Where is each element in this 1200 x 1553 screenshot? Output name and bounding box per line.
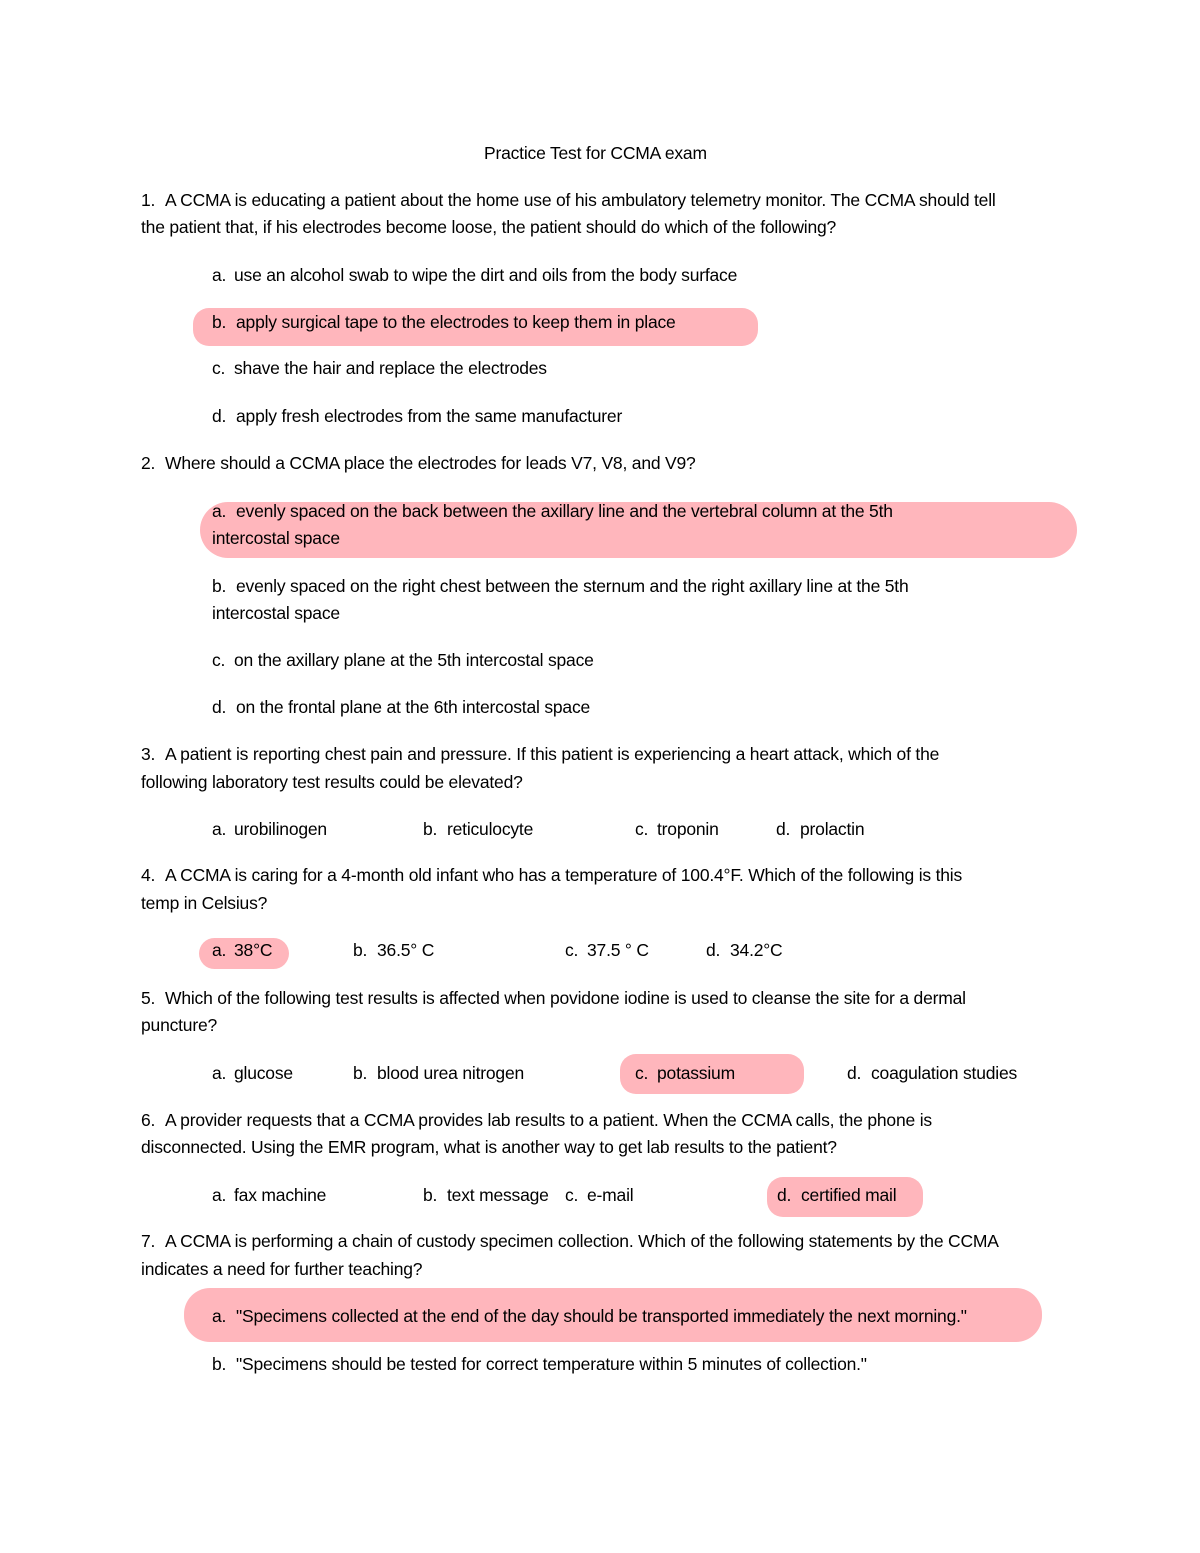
option-text: e-mail	[587, 1185, 634, 1205]
option-text: 38°C	[234, 940, 273, 960]
option-text: on the axillary plane at the 5th intercostal space	[234, 650, 594, 670]
question-text-line: A CCMA is caring for a 4-month old infant who has a temperature of 100.4°F. Which of the following is this	[165, 865, 963, 885]
page-title: Practice Test for CCMA exam	[484, 143, 707, 163]
option-text: evenly spaced on the right chest between the sternum and the right axillary line at the 5th	[236, 576, 909, 596]
option-letter: c.	[635, 819, 649, 839]
option-text: potassium	[657, 1063, 735, 1083]
question-text-line: puncture?	[141, 1015, 218, 1035]
option-letter: b.	[212, 1354, 227, 1374]
question-number: 7.	[141, 1231, 156, 1251]
question-number: 1.	[141, 190, 156, 210]
option-letter: d.	[847, 1063, 862, 1083]
option-letter: b.	[212, 312, 227, 332]
question-number: 6.	[141, 1110, 156, 1130]
question-number: 4.	[141, 865, 156, 885]
option-letter: c.	[212, 650, 226, 670]
option-letter: a.	[212, 501, 227, 521]
option-letter: a.	[212, 1185, 227, 1205]
question-number: 2.	[141, 453, 156, 473]
option-text: blood urea nitrogen	[377, 1063, 525, 1083]
question-text-line: A patient is reporting chest pain and pressure. If this patient is experiencing a heart attack, which of the	[165, 744, 940, 764]
option-letter: c.	[212, 358, 226, 378]
question-text-line: temp in Celsius?	[141, 893, 268, 913]
question-text-line: A CCMA is educating a patient about the home use of his ambulatory telemetry monitor. The CCMA should tell	[165, 190, 996, 210]
option-letter: a.	[212, 940, 227, 960]
option-text: coagulation studies	[871, 1063, 1018, 1083]
option-text: certified mail	[801, 1185, 897, 1205]
question-number: 5.	[141, 988, 156, 1008]
option-text: intercostal space	[212, 528, 340, 548]
option-text: reticulocyte	[447, 819, 534, 839]
question-text-line: A provider requests that a CCMA provides lab results to a patient. When the CCMA calls, the phone is	[165, 1110, 932, 1130]
option-text: apply surgical tape to the electrodes to keep them in place	[236, 312, 676, 332]
option-text: prolactin	[800, 819, 865, 839]
option-text: shave the hair and replace the electrodes	[234, 358, 547, 378]
option-letter: d.	[212, 406, 227, 426]
option-text: glucose	[234, 1063, 293, 1083]
option-text: on the frontal plane at the 6th intercostal space	[236, 697, 591, 717]
option-letter: b.	[423, 819, 438, 839]
option-letter: b.	[353, 1063, 368, 1083]
option-letter: b.	[353, 940, 368, 960]
option-text: 37.5 ° C	[587, 940, 649, 960]
question-number: 3.	[141, 744, 156, 764]
question-text-line: Which of the following test results is affected when povidone iodine is used to cleanse the site for a dermal	[165, 988, 966, 1008]
option-letter: c.	[635, 1063, 649, 1083]
option-text: evenly spaced on the back between the axillary line and the vertebral column at the 5th	[236, 501, 893, 521]
option-text: "Specimens should be tested for correct temperature within 5 minutes of collection."	[236, 1354, 867, 1374]
option-text: 34.2°C	[730, 940, 783, 960]
option-text: text message	[447, 1185, 549, 1205]
option-text: troponin	[657, 819, 719, 839]
question-text-line: the patient that, if his electrodes become loose, the patient should do which of the following?	[141, 217, 837, 237]
option-text: 36.5° C	[377, 940, 435, 960]
option-text: "Specimens collected at the end of the day should be transported immediately the next morning."	[236, 1306, 967, 1326]
option-letter: d.	[706, 940, 721, 960]
question-text-line: Where should a CCMA place the electrodes for leads V7, V8, and V9?	[165, 453, 696, 473]
option-letter: d.	[212, 697, 227, 717]
option-text: apply fresh electrodes from the same manufacturer	[236, 406, 623, 426]
question-text-line: following laboratory test results could be elevated?	[141, 772, 523, 792]
option-text: fax machine	[234, 1185, 327, 1205]
option-letter: c.	[565, 1185, 579, 1205]
question-text-line: A CCMA is performing a chain of custody specimen collection. Which of the following statements by the CCMA	[165, 1231, 999, 1251]
option-letter: d.	[776, 819, 791, 839]
option-text: use an alcohol swab to wipe the dirt and oils from the body surface	[234, 265, 738, 285]
option-letter: a.	[212, 1306, 227, 1326]
option-letter: a.	[212, 819, 227, 839]
option-letter: c.	[565, 940, 579, 960]
option-text: intercostal space	[212, 603, 340, 623]
option-letter: a.	[212, 1063, 227, 1083]
option-letter: b.	[423, 1185, 438, 1205]
option-letter: d.	[777, 1185, 792, 1205]
question-text-line: disconnected. Using the EMR program, what is another way to get lab results to the patient?	[141, 1137, 837, 1157]
option-text: urobilinogen	[234, 819, 327, 839]
question-text-line: indicates a need for further teaching?	[141, 1259, 423, 1279]
option-letter: a.	[212, 265, 227, 285]
option-letter: b.	[212, 576, 227, 596]
